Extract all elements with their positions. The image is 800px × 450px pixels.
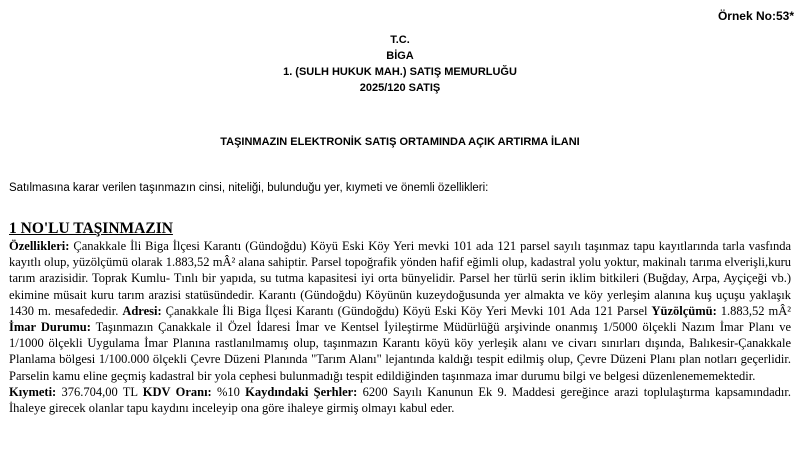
features-label: Özellikleri: <box>9 239 70 253</box>
zoning-label: İmar Durumu: <box>9 320 91 335</box>
value-label: Kıymeti: <box>9 384 57 399</box>
vat-label: KDV Oranı: <box>142 384 212 399</box>
features-text: Çanakkale İli Biga İlçesi Karantı (Gündoğdu) Köyü Eski Köy Yeri mevki 101 ada 121 parsel sayılı taşınmaz tapu kayıtlarında tarla vasfında kayıtlı olup, yüzölçümü olarak 1.883,52 mÂ² alana sahiptir. Parsel topoğrafik yönden hafif eğimli olup, kadastral yolu yoktur, makinalı tarıma elverişli,kuru tarım arazisidir. Toprak Kumlu- Tınlı bir yapıda, su tutma kapasitesi iyi orta bünyelidir. Parsel her türlü serin iklim bitkileri (Buğday, Arpa, Ayçiçeği vb.) ekimine müsait kuru tarım arazisi statüsündedir. Karantı (Gündoğdu) Köyünün kuzeydoğusunda yer almakta ve köy yerleşim alanına kuş uçuşu yaklaşık 1430 m. mesafededir. <box>9 239 791 318</box>
court-header <box>0 32 800 96</box>
intro-text: Satılmasına karar verilen taşınmazın cinsi, niteliği, bulunduğu yer, kıymeti ve önemli özellikleri: <box>9 182 489 194</box>
address-label: Adresi: <box>122 303 162 318</box>
property-details <box>9 238 791 416</box>
header-line-city: BİGA <box>386 50 414 62</box>
value-text: 376.704,00 TL <box>56 384 143 399</box>
vat-text: %10 <box>211 384 246 399</box>
area-label: Yüzölçümü: <box>651 303 717 318</box>
section-heading: 1 NO'LU TAŞINMAZIN <box>9 220 173 237</box>
example-number: Örnek No:53* <box>717 9 794 23</box>
address-text: Çanakkale İli Biga İlçesi Karantı (Gündoğdu) Köyü Eski Köy Yeri Mevki 101 Ada 121 Parsel <box>161 303 652 318</box>
announcement-title: TAŞINMAZIN ELEKTRONİK SATIŞ ORTAMINDA AÇIK ARTIRMA İLANI <box>220 136 580 148</box>
header-line-file-number: 2025/120 SATIŞ <box>359 82 441 94</box>
header-line-office: 1. (SULH HUKUK MAH.) SATIŞ MEMURLUĞU <box>283 66 517 78</box>
annotations-label: Kaydındaki Şerhler: <box>245 384 358 399</box>
annotations-text: 6200 Sayılı Kanunun Ek 9. Maddesi gereğince arazi toplulaştırma kapsamındadır. İhaleye girecek olanlar tapu kaydını inceleyip ona göre ihaleye girmiş olmayı kabul eder. <box>9 384 791 416</box>
area-text: 1.883,52 mÂ² <box>716 303 791 318</box>
header-line-tc: T.C. <box>390 34 410 46</box>
zoning-text: Taşınmazın Çanakkale il Özel İdaresi İmar ve Kentsel İyileştirme Müdürlüğü arşivinde onanmış 1/5000 ölçekli Nazım İmar Planı ve 1/1000 ölçekli Uygulama İmar Planına rastlanılmamış olup, taşınmazın Karantı köyü köy yerleşik alanı ve civarı sınırları dışında, Balıkesir-Çanakkale Planlama bölgesi 1/100.000 ölçekli Çevre Düzeni Planında "Tarım Alanı" lejantında kaldığı tespit edilmiş olup, Çevre Düzeni Planı plan notları geçerlidir. Parselin kamu eline geçmiş kadastral bir yola cephesi bulunmadığı tespit edildiğinden taşınmaza imar durumu bilgi ve belgesi düzenlenememektedir. <box>9 320 791 383</box>
